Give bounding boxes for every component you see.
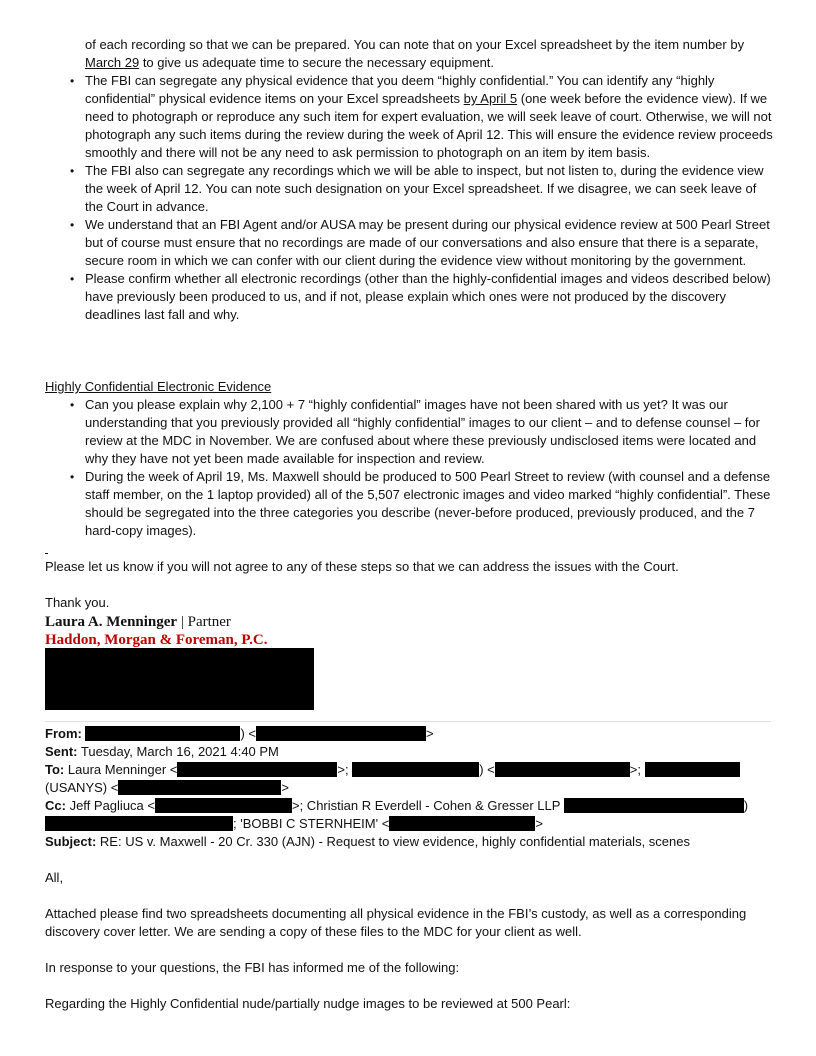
reply-paragraph: Attached please find two spreadsheets documenting all physical evidence in the FBI’s custody, as well as a corresponding discovery cover letter. We are sending a copy of these files to the MDC for your client as well. xyxy=(45,906,747,939)
redaction-bar xyxy=(45,816,233,831)
reply-greeting: All, xyxy=(45,870,64,885)
cc-label: Cc: xyxy=(45,798,66,813)
signature-firm: Haddon, Morgan & Foreman, P.C. xyxy=(45,632,268,648)
cc-paren: ) xyxy=(743,798,749,813)
from-line xyxy=(45,725,776,743)
signature-name-line xyxy=(45,613,776,631)
thanks-line: Thank you. xyxy=(45,595,110,610)
intro-text: of each recording so that we can be prepared. You can note that on your Excel spreadsheet by the item number by xyxy=(85,37,745,52)
to-label: To: xyxy=(45,762,65,777)
reply-paragraph: In response to your questions, the FBI has informed me of the following: xyxy=(45,960,460,975)
from-separator: ) < xyxy=(240,726,257,741)
to-line xyxy=(45,761,776,779)
redaction-bar xyxy=(155,798,292,813)
sent-value: Tuesday, March 16, 2021 4:40 PM xyxy=(80,744,279,759)
from-end: > xyxy=(426,726,434,741)
bullet-text: Please confirm whether all electronic recordings (other than the highly-confidential images and videos described below) have previously been produced to us, and if not, please explain which ones were not produced by the discovery deadlines last fall and why. xyxy=(85,271,771,322)
signature-name: Laura A. Menninger xyxy=(45,614,178,630)
sent-label: Sent: xyxy=(45,744,78,759)
cc-end: > xyxy=(535,816,543,831)
stray-mark xyxy=(45,553,48,554)
redaction-bar xyxy=(645,762,740,777)
redaction-bar xyxy=(85,726,240,741)
bullet-text: Can you please explain why 2,100 + 7 “highly confidential” images have not been shared with us yet? It was our understanding that you previously provided all “highly confidential” images to our client – and to defense counsel – for review at the MDC in November. We are confused about where these previously undisclosed items were located and why they have not yet been made available for inspection and review. xyxy=(85,397,760,466)
to-separator: >; xyxy=(337,762,349,777)
to-separator: ) < xyxy=(479,762,495,777)
evidence-requests-list xyxy=(0,72,816,324)
from-label: From: xyxy=(45,726,82,741)
closing-request: Please let us know if you will not agree to any of these steps so that we can address the issues with the Court. xyxy=(45,559,679,574)
to-line-2 xyxy=(45,779,776,797)
list-item xyxy=(0,216,816,270)
intro-continuation xyxy=(0,36,816,72)
signature-separator: | xyxy=(177,614,188,630)
bullet-text: We understand that an FBI Agent and/or AUSA may be present during our physical evidence review at 500 Pearl Street but of course must ensure that no recordings are made of our conversations and also ensure that there is a separate, secure room in which we can confer with our client during the evidence view without monitoring by the government. xyxy=(85,217,770,268)
to-name: Laura Menninger < xyxy=(67,762,178,777)
list-item xyxy=(0,162,816,216)
intro-text-after: to give us adequate time to secure the necessary equipment. xyxy=(139,55,495,70)
signature-title: Partner xyxy=(187,614,231,630)
subject-line xyxy=(45,833,776,851)
redaction-bar xyxy=(495,762,630,777)
bullet-text: During the week of April 19, Ms. Maxwell should be produced to 500 Pearl Street to review (with counsel and a defense staff member, on the 1 laptop provided) all of the 5,507 electronic images and video marked “highly confidential”. These should be segregated into the three categories you describe (never-before produced, previously produced, and the 7 hard-copy images). xyxy=(85,469,771,538)
redaction-bar xyxy=(118,780,281,795)
bullet-text: The FBI can segregate any physical evidence that you deem “highly confidential.” You can identify any “highly confidential” physical evidence items on your Excel spreadsheets xyxy=(85,73,715,106)
cc-name: Jeff Pagliuca < xyxy=(69,798,155,813)
header-divider xyxy=(45,721,771,722)
redaction-bar xyxy=(564,798,744,813)
cc-separator: >; Christian R Everdell - Cohen & Gresser LLP xyxy=(291,798,561,813)
to-line2-end: > xyxy=(281,780,289,795)
list-item xyxy=(0,270,816,324)
sent-line xyxy=(45,743,776,761)
redaction-bar xyxy=(256,726,426,741)
list-item xyxy=(0,396,816,468)
subject-value: RE: US v. Maxwell - 20 Cr. 330 (AJN) - Request to view evidence, highly confidential materials, scenes xyxy=(99,834,690,849)
list-item xyxy=(0,468,816,540)
redaction-bar xyxy=(352,762,479,777)
to-separator: >; xyxy=(629,762,641,777)
section-heading: Highly Confidential Electronic Evidence xyxy=(45,379,272,394)
cc-line xyxy=(45,797,776,815)
reply-paragraph: Regarding the Highly Confidential nude/partially nudge images to be reviewed at 500 Pearl: xyxy=(45,996,571,1011)
cc-line-2 xyxy=(45,815,776,833)
bullet-text: The FBI also can segregate any recordings which we will be able to inspect, but not listen to, during the evidence view the week of April 12. You can note such designation on your Excel spreadsheet. If we disagree, we can seek leave of the Court in advance. xyxy=(85,163,764,214)
subject-label: Subject: xyxy=(45,834,97,849)
redaction-box-signature xyxy=(45,648,314,710)
date-april-5: by April 5 xyxy=(463,91,518,106)
date-march-29: March 29 xyxy=(85,55,140,70)
highly-confidential-list xyxy=(0,396,816,540)
to-line2-text: (USANYS) < xyxy=(45,780,119,795)
cc-separator: ; 'BOBBI C STERNHEIM' < xyxy=(233,816,390,831)
redaction-bar xyxy=(177,762,337,777)
bullet-text-after: (one week before the evidence view). If we need to photograph or reproduce any such item for expert evaluation, we will seek leave of court. Otherwise, we will not photograph any such items during the review during the week of April 12. This will ensure the evidence review proceeds smoothly and there will not be any need to ask permission to photograph on an item by item basis. xyxy=(85,91,773,160)
redaction-bar xyxy=(389,816,535,831)
list-item xyxy=(0,72,816,162)
